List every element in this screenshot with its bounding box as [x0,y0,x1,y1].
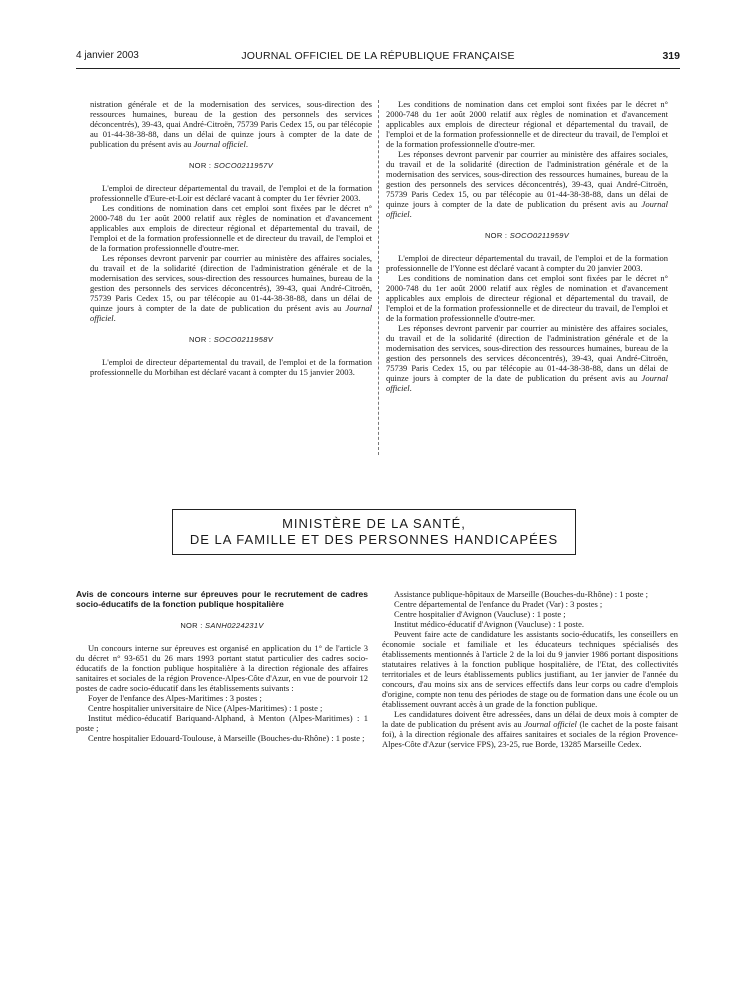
header-rule [76,68,680,69]
list-item: Assistance publique-hôpitaux de Marseille (Bouches-du-Rhône) : 1 poste ; [394,589,648,599]
ministry-heading-box [172,509,576,555]
page-number: 319 [662,50,680,62]
paragraph: Les conditions de nomination dans cet emploi sont fixées par le décret n° 2000-748 du 1er août 2000 relatif aux règles de nomination et d'avancement applicables aux emplois de directeur régional et départemental du travail, de l'emploi et de la formation professionnelle et de directeur du travail, de l'emploi et de la formation professionnelle d'outre-mer. [386,273,668,323]
ministry-line-2: DE LA FAMILLE ET DES PERSONNES HANDICAPÉES [189,532,559,547]
journal-title: JOURNAL OFFICIEL DE LA RÉPUBLIQUE FRANÇAISE [241,50,515,62]
paragraph: Les conditions de nomination dans cet emploi sont fixées par le décret n° 2000-748 du 1er août 2000 relatif aux règles de nomination et d'avancement applicables aux emplois de directeur régional et départemental du travail, de l'emploi et de la formation professionnelle et de directeur du travail, de l'emploi et de la formation professionnelle d'outre-mer. [386,99,668,149]
notice-title: Avis de concours interne sur épreuves pour le recrutement de cadres socio-éducatifs de la fonction publique hospitalière [76,589,368,609]
list-item: Centre départemental de l'enfance du Pradet (Var) : 3 postes ; [394,599,603,609]
column-divider [378,100,379,455]
paragraph: Peuvent faire acte de candidature les assistants socio-éducatifs, les conseillers en économie sociale et familiale et les éducateurs techniques spécialisés des établissements mentionnés à l'article 2 de la loi du 9 janvier 1986 portant dispositions statutaires relatives à la fonction publique hospitalière, de l'Etat, des collectivités territoriales et de leurs établissements publics justifiant, au 1er janvier de l'année du concours, d'au moins six ans de services effectifs dans leur corps ou cadre d'emplois d'origine, compte non tenu des périodes de stage ou de formation dans une école ou un établissement ouvrant accès à un grade de la fonction publique. [382,629,678,709]
paragraph: Les réponses devront parvenir par courrier au ministère des affaires sociales, du travail et de la solidarité (direction de l'administration générale et de la modernisation des services, sous-direction des ressources humaines, bureau de la gestion des personnels des services déconcentrés), 39-43, quai André-Citroën, 75739 Paris Cedex 15, ou par télécopie au 01-44-38-38-88, dans un délai de quinze jours à compter de la date de publication du présent avis au Journal officiel. [386,323,668,393]
paragraph: Les réponses devront parvenir par courrier au ministère des affaires sociales, du travail et de la solidarité (direction de l'administration générale et de la modernisation des services, sous-direction des ressources humaines, bureau de la gestion des personnels des services déconcentrés), 39-43, quai André-Citroën, 75739 Paris Cedex 15, ou par télécopie au 01-44-38-38-88, dans un délai de quinze jours à compter de la date de publication du présent avis au Journal officiel. [386,149,668,219]
paragraph: L'emploi de directeur départemental du travail, de l'emploi et de la formation professionnelle d'Eure-et-Loir est déclaré vacant à compter du 1er février 2003. [90,183,372,203]
column-right-bottom [382,589,678,749]
list-item: Foyer de l'enfance des Alpes-Maritimes : 3 postes ; [88,693,262,703]
column-right-top [386,99,668,393]
paragraph: Les réponses devront parvenir par courrier au ministère des affaires sociales, du travail et de la solidarité (direction de l'administration générale et de la modernisation des services, sous-direction des ressources humaines, bureau de la gestion des personnels des services déconcentrés), 39-43, quai André-Citroën, 75739 Paris Cedex 15, ou par télécopie au 01-44-38-38-88, dans un délai de quinze jours à compter de la date de publication du présent avis au Journal officiel. [90,253,372,323]
list-item: Centre hospitalier universitaire de Nice (Alpes-Maritimes) : 1 poste ; [88,703,323,713]
paragraph: L'emploi de directeur départemental du travail, de l'emploi et de la formation professionnelle de l'Yonne est déclaré vacant à compter du 20 janvier 2003. [386,253,668,273]
page-header [76,50,680,66]
paragraph: Un concours interne sur épreuves est organisé en application du 1° de l'article 3 du décret n° 93-651 du 26 mars 1993 portant statut particulier des cadres socio-éducatifs de la fonction publique hospitalière à la direction régionale des affaires sanitaires et sociales de la région Provence-Alpes-Côte d'Azur, en vue de pourvoir 12 postes de cadre socio-éducatif dans les établissements suivants : [76,643,368,693]
column-left-top [90,99,372,377]
paragraph: Les candidatures doivent être adressées, dans un délai de deux mois à compter de la date de publication du présent avis au Journal officiel (le cachet de la poste faisant foi), à la direction régionale des affaires sanitaires et sociales de la région Provence-Alpes-Côte d'Azur (service FPS), 23-25, rue Borde, 13285 Marseille Cedex. [382,709,678,749]
list-item: Institut médico-éducatif Bariquand-Alphand, à Menton (Alpes-Maritimes) : 1 poste ; [76,713,368,733]
header-date: 4 janvier 2003 [76,50,139,61]
list-item: Centre hospitalier Edouard-Toulouse, à Marseille (Bouches-du-Rhône) : 1 poste ; [88,733,365,743]
paragraph: Les conditions de nomination dans cet emploi sont fixées par le décret n° 2000-748 du 1er août 2000 relatif aux règles de nomination et d'avancement applicables aux emplois de directeur régional et départemental du travail, de l'emploi et de la formation professionnelle et de directeur du travail, de l'emploi et de la formation professionnelle d'outre-mer. [90,203,372,253]
paragraph: nistration générale et de la modernisation des services, sous-direction des ressources humaines, bureau de la gestion des personnels des services déconcentrés), 39-43, quai André-Citroën, 75739 Paris Cedex 15, ou par télécopie au 01-44-38-38-88, dans un délai de quinze jours à compter de la date de publication du présent avis au Journal officiel. [90,99,372,149]
nor-reference: NOR : SOCO0211958V [188,335,274,344]
list-item: Centre hospitalier d'Avignon (Vaucluse) : 1 poste ; [394,609,566,619]
nor-reference: NOR : SOCO0211959V [484,231,570,240]
paragraph: L'emploi de directeur départemental du travail, de l'emploi et de la formation professionnelle du Morbihan est déclaré vacant à compter du 15 janvier 2003. [90,357,372,377]
ministry-line-1: MINISTÈRE DE LA SANTÉ, [282,516,466,531]
nor-reference: NOR : SANH0224231V [180,621,264,630]
nor-reference: NOR : SOCO0211957V [188,161,274,170]
column-left-bottom [76,589,368,743]
list-item: Institut médico-éducatif d'Avignon (Vaucluse) : 1 poste. [394,619,584,629]
